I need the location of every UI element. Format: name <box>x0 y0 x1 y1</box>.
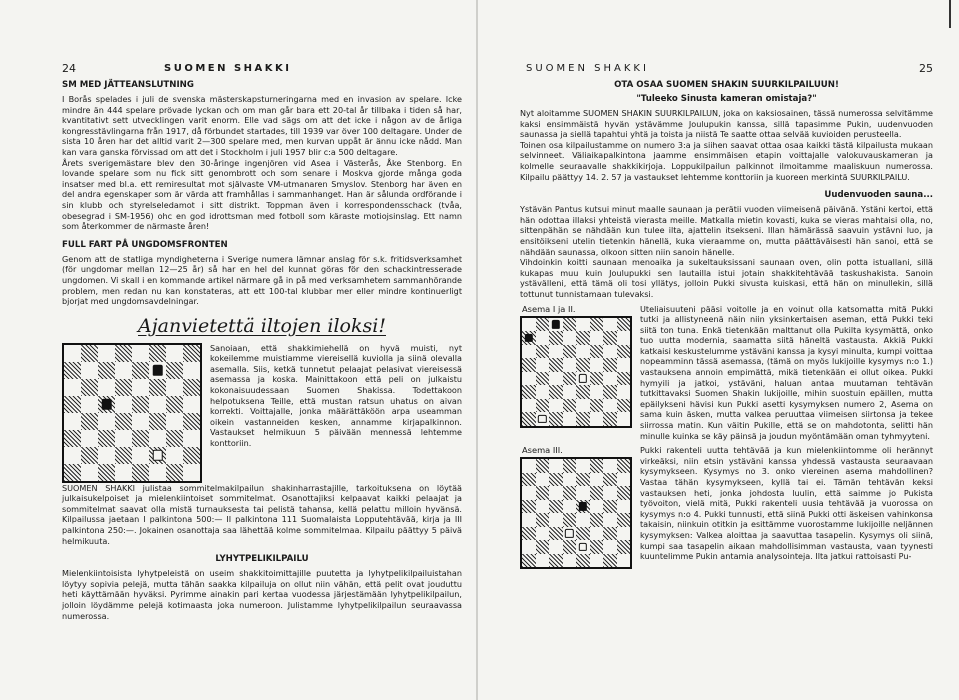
board-square <box>590 331 604 345</box>
diagram-block <box>520 445 933 569</box>
board-square <box>115 464 132 481</box>
board-square <box>522 385 536 399</box>
paragraph: Årets sverigemästare blev den 30-åringe ingenjören vid Asea i Västerås, Åke Stenborg. En lovande spelare som nu fick sitt genombrott och som senare i Moskva gjorde många goda insatser med bl.a. ett remiresultat mot självaste VM-utmanaren Smyslov. Stenborg har även en del andra egenskaper som är värda att framhållas i sammanhanget. Han är sålunda ordförande i sin klubb och styrelseledamot i sitt distrikt. Toppman även i korrespondensschack (tvåa, obesegrad i SM-1956) ohc en god idrottsman med fotboll som käraste motiojsinslag. Ett namn som återkommer de närmaste åren! <box>62 157 462 232</box>
running-title: SUOMEN SHAKKI <box>164 63 292 74</box>
chess-piece-icon <box>565 529 573 537</box>
board-square <box>563 345 577 359</box>
board-square <box>166 464 183 481</box>
board-square <box>183 345 200 362</box>
diagram-label: Asema I ja II. <box>522 303 576 314</box>
board-square <box>617 459 631 473</box>
board-square <box>522 513 536 527</box>
board-square <box>149 362 166 379</box>
board-square <box>549 358 563 372</box>
board-square <box>563 412 577 426</box>
board-square <box>617 527 631 541</box>
board-square <box>536 358 550 372</box>
board-square <box>617 500 631 514</box>
board-square <box>563 500 577 514</box>
board-square <box>132 464 149 481</box>
board-square <box>522 331 536 345</box>
board-square <box>617 385 631 399</box>
left-page <box>0 0 476 700</box>
page-number: 25 <box>919 62 933 75</box>
board-square <box>617 473 631 487</box>
board-square <box>590 540 604 554</box>
board-square <box>549 345 563 359</box>
board-square <box>98 447 115 464</box>
board-square <box>98 430 115 447</box>
paragraph: Uteliaisuuteni pääsi voitolle ja en voinut olla katsomatta mitä Pukki tutki ja allistyneenä näin niin yksinkertaisen aseman, että Pukki teki siitä ton tuna. Enkä tietenkään malttanut olla Pukilta kysymättä, onko tuo uutta modernia, saamatta siitä häneltä vastausta. Akkiä Pukki katkaisi keskustelumme ystäväni kanssa ja kysyi minulta, kumpi voittaa nopeamminn tässä asemassa, (tämä on myös lukijoille kysymys n:o 1.) vastauksena annoin empimättä, mikä tietenkään ei ollut oikea. Pukki hymyili ja jatkoi, ystäväni, haluan antaa muutaman tehtävän tutkittavaksi Suomen Shakin lukijoille, mihin suostuin epäillen, mutta epäilykseni hävisi kun Pukki asetti kysymyksen numero 2, Asema on sama kuin äsken, mutta valkea peruuttaa viimeisen siirtonsa ja tekee siirrossa matin. Kun väitin Pukille, että se on mahdotonta, selitti hän minulle kuinka se käy päinsä ja joudun myöntämään oman tyhmyyteni. <box>640 303 933 441</box>
board-square <box>536 331 550 345</box>
running-title: SUOMEN SHAKKI <box>526 63 649 74</box>
board-square <box>576 385 590 399</box>
paragraph: Genom att de statliga myndigheterna i Sverige numera lämnar anslag för s.k. fritidsverksamhet (för ungdomar mellan 12—25 år) så har en hel del kunnat göras för den schackintresserade ungdomen. Vi skall i en kommande artikel närmare gå in på med verksamhetem sammanhörande problem, men redan nu kan konstateras, att ett 100-tal klubbar mer eller mindre kontinuerligt bjorjat med ungdomsavdelningar. <box>62 253 462 307</box>
board-square <box>166 430 183 447</box>
board-square <box>549 318 563 332</box>
board-square <box>603 486 617 500</box>
section-heading: OTA OSAA SUOMEN SHAKIN SUURKILPAILUUN! <box>614 80 839 90</box>
board-square <box>166 447 183 464</box>
section-subheading: "Tuleeko Sinusta kameran omistaja?" <box>636 94 817 104</box>
board-square <box>576 331 590 345</box>
board-square <box>590 473 604 487</box>
board-square <box>536 459 550 473</box>
board-square <box>522 459 536 473</box>
board-square <box>166 413 183 430</box>
board-square <box>563 486 577 500</box>
board-square <box>576 318 590 332</box>
board-square <box>549 540 563 554</box>
board-square <box>149 447 166 464</box>
board-square <box>590 372 604 386</box>
board-square <box>576 527 590 541</box>
board-square <box>576 500 590 514</box>
chess-piece-icon <box>152 365 163 376</box>
board-square <box>563 358 577 372</box>
board-square <box>590 358 604 372</box>
board-square <box>183 413 200 430</box>
board-square <box>149 379 166 396</box>
board-square <box>576 554 590 568</box>
paragraph: Nyt aloitamme SUOMEN SHAKIN SUURKILPAILUN, joka on kaksiosainen, tässä numerossa selvitämme kaksi ensimmäistä hyvän ystävämme Joulupukin kanssa, sillä tapasimme Pukin, uudenvuoden saunassa ja siellä tapahtui yhtä ja toista ja niistä Te saatte ottaa selvää kuvioiden perusteella. <box>520 108 933 140</box>
board-square <box>115 362 132 379</box>
board-square <box>603 345 617 359</box>
right-page <box>478 0 959 700</box>
board-square <box>576 473 590 487</box>
paragraph: Pukki rakenteli uutta tehtävää ja kun mielenkiintomme oli herännyt virkeäksi, niin etsin ystäväni kanssa yhdessä vastausta seuraavaan kysymykseen. Kysymys no 3. onko viereinen asema mahdollinen? Vastaa tähän kysymykseen, kyllä tai ei. Tämän tehtävän keksi vastauksen heti, jonka johdosta luulin, että saimme jo Pukista työvoiton, vielä mitä, Pukki rakenteli uusia tehtävää ja vuorossa on kysymys n:o 4. Pukki tunnusti, että siinä Pukki otti äskeisen vahinkonsa takaisin, niinkuin otitkin ja esittämme vuorostamme lukijoille neljännen kysymyksen: Valkea aloittaa ja saavuttaa tasapelin. Kysymys oli siinä, kumpi saa tasapelin aikaan mahdollisimman vastausta, vaan tyynesti kuuntelimme Pukin antamia analysointeja. Ilta jatkui rattoisasti Pu- <box>640 445 933 562</box>
board-square <box>183 430 200 447</box>
board-square <box>563 513 577 527</box>
board-square <box>522 486 536 500</box>
board-square <box>98 413 115 430</box>
board-square <box>590 412 604 426</box>
board-square <box>149 396 166 413</box>
chess-piece-icon <box>101 399 112 410</box>
board-square <box>536 473 550 487</box>
board-square <box>81 413 98 430</box>
board-square <box>183 396 200 413</box>
board-square <box>576 459 590 473</box>
board-square <box>617 513 631 527</box>
board-square <box>576 540 590 554</box>
board-square <box>617 412 631 426</box>
board-square <box>81 362 98 379</box>
board-square <box>603 540 617 554</box>
chess-piece-icon <box>579 374 587 382</box>
board-square <box>115 396 132 413</box>
paragraph: SUOMEN SHAKKI julistaa sommitelmakilpailun shakinharrastajille, tarkoituksena on löytää julkaisukelpoiset ja mielenkiintoiset sommitelmat. Osanottajiksi kelpaavat kaikki pelaajat ja sommitelmat saavat olla mistä turnauksesta tai pelistä tahansa, kellä pelattu milloin hyvänsä. Kilpailussa jaetaan I palkintona 500:— II palkintona 111 Suomalaista Lopputehtävää, kirja ja III palkintona 250:—. Jokainen osanottaja saa lähettää kolme sommitelmaa. Kilpailu päättyy 5 päivä helmikuuta. <box>62 482 462 546</box>
left-running-head <box>62 62 462 80</box>
board-square <box>549 554 563 568</box>
board-square <box>98 464 115 481</box>
chess-piece-icon <box>579 502 587 510</box>
board-square <box>149 464 166 481</box>
board-square <box>563 372 577 386</box>
board-square <box>563 527 577 541</box>
board-square <box>617 345 631 359</box>
board-square <box>64 464 81 481</box>
board-square <box>536 513 550 527</box>
section-heading: FULL FART PÅ UNGDOMSFRONTEN <box>62 239 228 250</box>
board-square <box>590 399 604 413</box>
board-square <box>64 447 81 464</box>
board-square <box>563 473 577 487</box>
board-square <box>183 362 200 379</box>
page-number: 24 <box>62 62 76 75</box>
paragraph: Ystävän Pantus kutsui minut maalle saunaan ja perätii vuoden viimeisenä päivänä. Ystäni kertoi, että hän odottaa illaksi yhteistä vierasta meille. Matkalla mietin kovasti, kuka se vieras mahtaisi olla, no, sittenpähän se nähdään kun tulee ilta, ajattelin itsekseni. Illan hämärässä saavuin ystävni luo, ja ensitöikseni utelin tietenkin hänellä, kuka vieraamme on, mutta päättäväisesti hän sanoi, että se nähdään saunassa, olkoon sitten niin sanoin hänelle. <box>520 204 933 257</box>
board-square <box>576 486 590 500</box>
board-square <box>576 399 590 413</box>
board-square <box>81 379 98 396</box>
board-square <box>522 473 536 487</box>
board-square <box>603 459 617 473</box>
board-square <box>603 385 617 399</box>
board-square <box>522 554 536 568</box>
board-square <box>132 396 149 413</box>
board-square <box>617 399 631 413</box>
board-square <box>563 554 577 568</box>
board-square <box>536 399 550 413</box>
board-square <box>81 464 98 481</box>
board-square <box>603 554 617 568</box>
board-square <box>603 358 617 372</box>
board-square <box>183 379 200 396</box>
board-square <box>563 459 577 473</box>
board-square <box>603 318 617 332</box>
board-square <box>603 331 617 345</box>
board-square <box>536 527 550 541</box>
board-square <box>149 345 166 362</box>
board-square <box>590 527 604 541</box>
section-heading: SM MED JÄTTEANSLUTNING <box>62 80 194 90</box>
board-square <box>617 358 631 372</box>
board-square <box>98 345 115 362</box>
board-square <box>603 473 617 487</box>
board-square <box>549 399 563 413</box>
board-square <box>98 396 115 413</box>
board-square <box>115 379 132 396</box>
board-square <box>590 385 604 399</box>
right-running-head <box>520 62 933 80</box>
board-square <box>64 396 81 413</box>
board-square <box>166 396 183 413</box>
board-square <box>81 430 98 447</box>
chess-piece-icon <box>538 415 546 423</box>
board-square <box>132 362 149 379</box>
board-square <box>563 540 577 554</box>
section-subheading: Uudenvuoden sauna... <box>824 190 933 201</box>
board-square <box>536 318 550 332</box>
diagram-block <box>520 304 933 442</box>
board-square <box>549 527 563 541</box>
board-square <box>590 554 604 568</box>
board-square <box>536 500 550 514</box>
board-square <box>522 399 536 413</box>
board-square <box>603 500 617 514</box>
edge-mark <box>949 0 951 28</box>
board-square <box>603 527 617 541</box>
board-square <box>549 513 563 527</box>
board-square <box>576 372 590 386</box>
board-square <box>98 362 115 379</box>
chess-piece-icon <box>579 543 587 551</box>
board-square <box>563 318 577 332</box>
board-square <box>536 486 550 500</box>
board-square <box>590 513 604 527</box>
board-square <box>563 385 577 399</box>
board-square <box>115 345 132 362</box>
board-square <box>115 430 132 447</box>
board-square <box>576 513 590 527</box>
board-square <box>115 413 132 430</box>
board-square <box>536 540 550 554</box>
section-heading: LYHYTPELIKILPAILU <box>215 554 309 565</box>
board-square <box>81 447 98 464</box>
board-square <box>563 331 577 345</box>
board-square <box>617 486 631 500</box>
board-square <box>576 345 590 359</box>
paragraph: Mielenkiintoisista lyhytpeleistä on useim shakkitoimittajille puutetta ja lyhytpelikilpailuistahan löytyy sopivia pelejä, mutta tähän saakka kilpailuja on ollut niin vähän, että pelit ovat jouduttu heti käyttämään hyväksi. Pyrimme ainakin pari kertaa vuodessa järjestämään lyhytpelikilpailun, jolloin löydämme pelejä kotimaasta joka numeroon. Julistamme lyhytpelikilpailun seuraavassa numerossa. <box>62 568 462 621</box>
board-square <box>617 318 631 332</box>
board-square <box>522 318 536 332</box>
board-square <box>590 318 604 332</box>
paragraph: Sanoiaan, että shakkimiehellä on hyvä muisti, nyt kokeilemme muistiamme viereisellä kuviolla ja siinä olevalla asemalla. Siis, ketkä tunnetut pelaajat pelasivat viereisessä asemassa ja koska. Mainittakoon että peli on julkaistu kokonaisuudessaan Suomen Shakissa. Todettakoon helpotuksena Teille, että mustan ratsun uhatus on aivan korrekti. Voittajalle, jonka määrättäköön arpa useamman oikein vastanneiden kesken, annamme kirjapalkinnon. Vastaukset helmikuun 5 päivään mennessä lehtemme konttoriin. <box>210 342 462 449</box>
chess-puzzle-block <box>62 343 462 483</box>
board-square <box>563 399 577 413</box>
board-square <box>149 413 166 430</box>
chess-board <box>520 316 632 428</box>
board-square <box>132 345 149 362</box>
chess-piece-icon <box>552 320 560 328</box>
board-square <box>590 345 604 359</box>
board-square <box>132 430 149 447</box>
board-square <box>549 331 563 345</box>
board-square <box>549 486 563 500</box>
board-square <box>617 331 631 345</box>
board-square <box>132 413 149 430</box>
board-square <box>549 473 563 487</box>
board-square <box>549 500 563 514</box>
board-square <box>522 412 536 426</box>
board-square <box>522 540 536 554</box>
paragraph: Toinen osa kilpailustamme on numero 3:a ja siihen saavat ottaa osaa kaikki tästä kilpailusta mukaan selvinneet. Väliaikapalkintona jaamme ensimmäisen etapin voittajalle valokuvauskameran ja kolmelle seuraavalle shakkikirjoja. Loppukilpailun palkinnot ilmoitamme maaliskuun numerossa. Kilpailu päättyy 14. 2. 57 ja vastaukset lehtemme konttoriin ja kuoreen merkintä SUURKILPAILU. <box>520 139 933 182</box>
board-square <box>549 385 563 399</box>
board-square <box>549 372 563 386</box>
diagram-label: Asema III. <box>522 445 563 456</box>
board-square <box>81 345 98 362</box>
board-square <box>549 459 563 473</box>
paragraph: I Borås spelades i juli de svenska mästerskapsturneringarna med en invasion av spelare. Icke mindre än 444 spelare prövade lyckan och om man går bara ett 20-tal år tillbaka i tiden så har, kvantitativt sett utvecklingen varit enorm. Elle vad sägs om att det icke i någon av de årliga kongresstävlingarna från 1917, då förbundet startades, till 1939 var över 100 deltagare. Under de sista 10 åren har det alltid varit 2—300 spelare med, men kurvan uppåt är ännu icke nådd. Man kan vara ganska förvissad om att det i Stockholm i juli 1957 blir c:a 500 deltagare. <box>62 94 462 157</box>
chess-board <box>62 343 202 483</box>
board-square <box>166 379 183 396</box>
board-square <box>115 447 132 464</box>
board-square <box>536 372 550 386</box>
board-square <box>536 385 550 399</box>
board-square <box>132 379 149 396</box>
board-square <box>183 464 200 481</box>
banner-title: Ajanvietettä iltojen iloksi! <box>138 314 386 337</box>
board-square <box>64 345 81 362</box>
board-square <box>536 345 550 359</box>
board-square <box>166 362 183 379</box>
chess-piece-icon <box>152 450 163 461</box>
board-square <box>522 345 536 359</box>
board-square <box>81 396 98 413</box>
board-square <box>522 527 536 541</box>
board-square <box>603 399 617 413</box>
board-square <box>183 447 200 464</box>
board-square <box>603 372 617 386</box>
chess-piece-icon <box>525 334 533 342</box>
board-square <box>549 412 563 426</box>
paragraph: Vihdoinkin koitti saunaan menoaika ja sukeltauksissani saunaan oven, olin potta istuallani, sillä kukapas muu kuin Joulupukki sen lautailla istui jotain shakkitehtävää taskushakista. Sanoin ystävälleni, että tämä oli tosi yllätys, jolloin Pukki sivusta kuiskasi, että hän on minullekin, sillä tottunut tunnistamaan tulevaksi. <box>520 257 933 299</box>
board-square <box>590 500 604 514</box>
board-square <box>576 358 590 372</box>
board-square <box>64 430 81 447</box>
board-square <box>64 362 81 379</box>
board-square <box>132 447 149 464</box>
board-square <box>98 379 115 396</box>
board-square <box>522 500 536 514</box>
board-square <box>603 513 617 527</box>
board-square <box>617 554 631 568</box>
board-square <box>64 379 81 396</box>
board-square <box>166 345 183 362</box>
board-square <box>149 430 166 447</box>
board-square <box>603 412 617 426</box>
board-square <box>617 540 631 554</box>
chess-board <box>520 457 632 569</box>
board-square <box>590 459 604 473</box>
board-square <box>64 413 81 430</box>
board-square <box>522 358 536 372</box>
board-square <box>617 372 631 386</box>
board-square <box>536 412 550 426</box>
board-square <box>590 486 604 500</box>
board-square <box>536 554 550 568</box>
board-square <box>576 412 590 426</box>
board-square <box>522 372 536 386</box>
